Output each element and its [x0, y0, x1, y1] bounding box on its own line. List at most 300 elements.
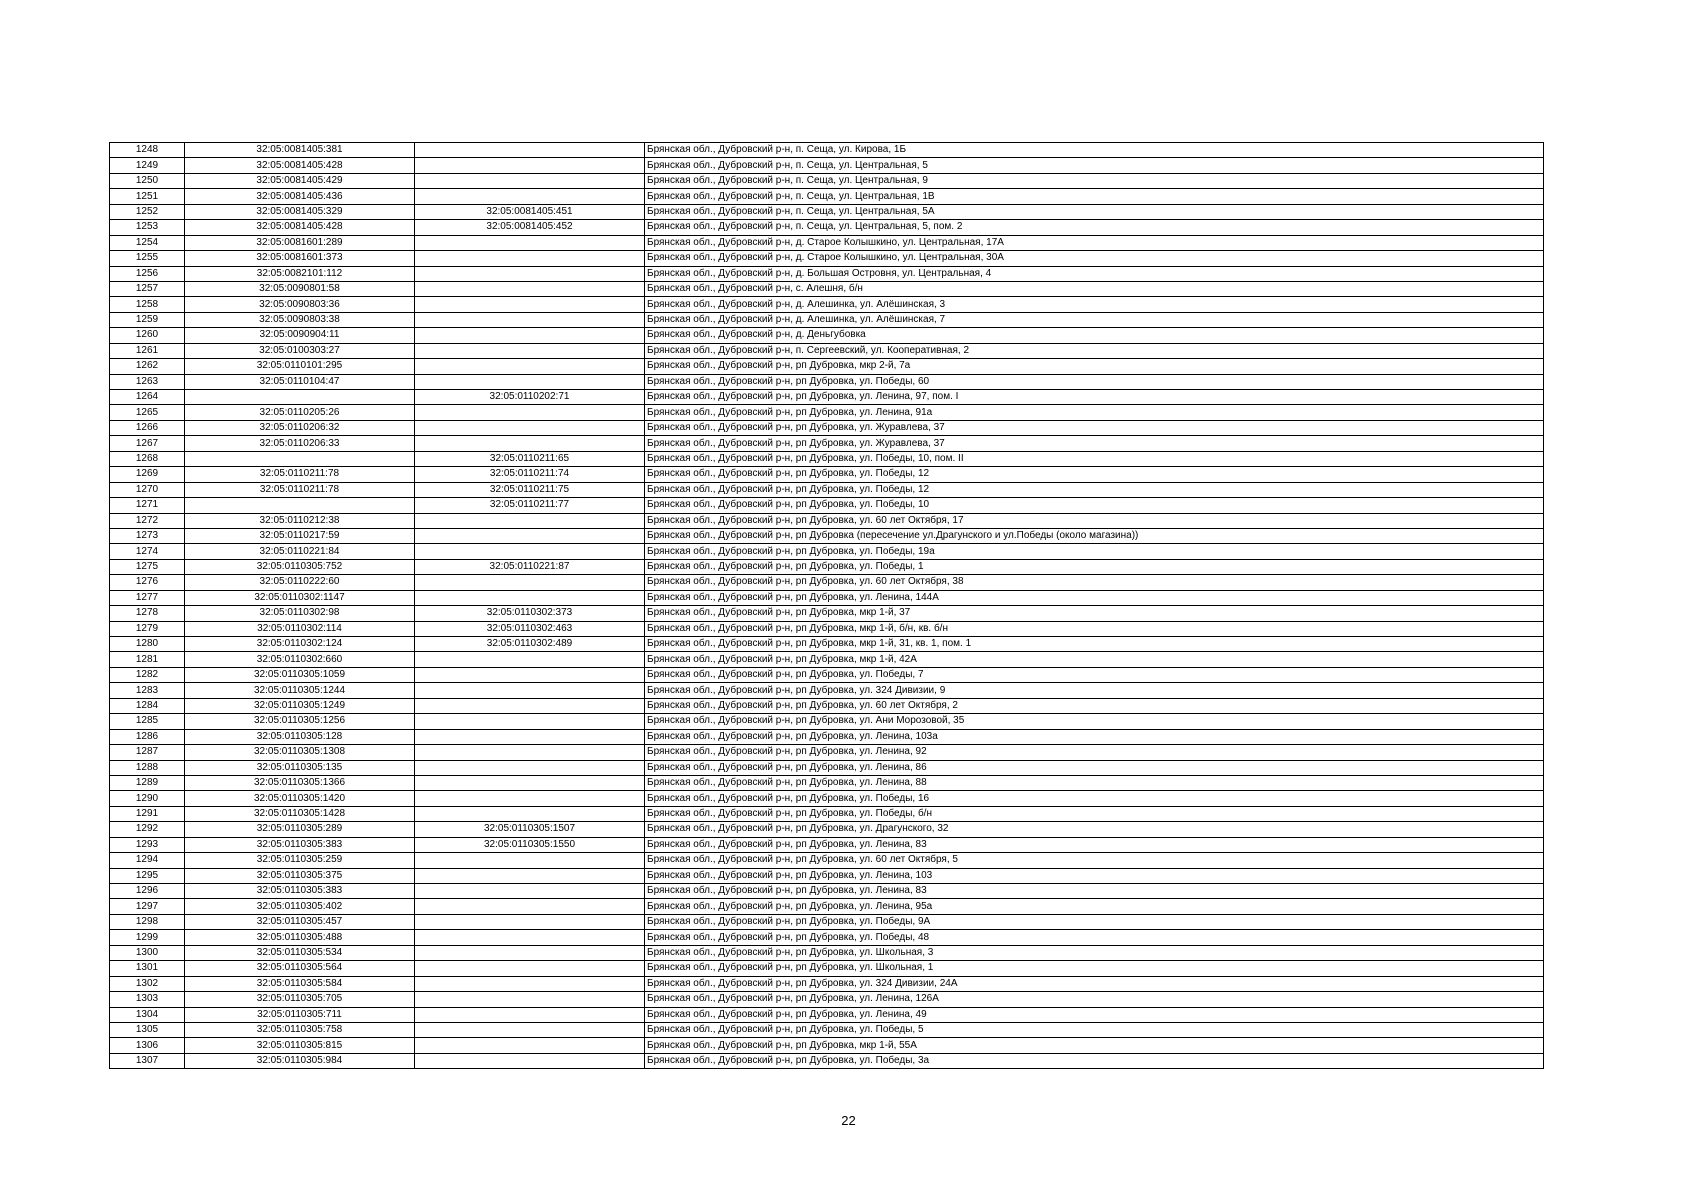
row-number-cell: 1277: [110, 590, 185, 605]
address-cell: Брянская обл., Дубровский р-н, рп Дубровка, мкр 1-й, 55А: [645, 1038, 1544, 1053]
related-cadastral-number-cell: [415, 1007, 645, 1022]
address-cell: Брянская обл., Дубровский р-н, п. Сеща, ул. Центральная, 5, пом. 2: [645, 220, 1544, 235]
table-row: [110, 914, 1544, 929]
table-row: [110, 945, 1544, 960]
row-number-cell: 1261: [110, 343, 185, 358]
cadastral-number-cell: 32:05:0110211:78: [185, 482, 415, 497]
address-cell: Брянская обл., Дубровский р-н, рп Дубровка, ул. 60 лет Октября, 17: [645, 513, 1544, 528]
row-number-cell: 1303: [110, 992, 185, 1007]
row-number-cell: 1265: [110, 405, 185, 420]
cadastral-number-cell: 32:05:0110302:660: [185, 652, 415, 667]
related-cadastral-number-cell: [415, 868, 645, 883]
row-number-cell: 1273: [110, 528, 185, 543]
address-cell: Брянская обл., Дубровский р-н, д. Алешинка, ул. Алёшинская, 7: [645, 312, 1544, 327]
row-number-cell: 1263: [110, 374, 185, 389]
table-row: [110, 992, 1544, 1007]
address-cell: Брянская обл., Дубровский р-н, рп Дубровка, ул. Ленина, 91а: [645, 405, 1544, 420]
cadastral-number-cell: 32:05:0110221:84: [185, 544, 415, 559]
row-number-cell: 1267: [110, 436, 185, 451]
related-cadastral-number-cell: [415, 714, 645, 729]
row-number-cell: 1288: [110, 760, 185, 775]
address-cell: Брянская обл., Дубровский р-н, рп Дубровка, ул. Победы, 60: [645, 374, 1544, 389]
table-row: [110, 621, 1544, 636]
address-cell: Брянская обл., Дубровский р-н, рп Дубровка, ул. Ленина, 97, пом. I: [645, 390, 1544, 405]
row-number-cell: 1259: [110, 312, 185, 327]
row-number-cell: 1292: [110, 822, 185, 837]
table-row: [110, 884, 1544, 899]
cadastral-number-cell: 32:05:0110205:26: [185, 405, 415, 420]
cadastral-number-cell: 32:05:0110302:124: [185, 637, 415, 652]
row-number-cell: 1256: [110, 266, 185, 281]
related-cadastral-number-cell: 32:05:0110302:463: [415, 621, 645, 636]
related-cadastral-number-cell: [415, 173, 645, 188]
table-row: [110, 281, 1544, 296]
cadastral-number-cell: 32:05:0110212:38: [185, 513, 415, 528]
table-row: [110, 853, 1544, 868]
table-row: [110, 528, 1544, 543]
related-cadastral-number-cell: [415, 374, 645, 389]
cadastral-number-cell: 32:05:0081405:436: [185, 189, 415, 204]
related-cadastral-number-cell: 32:05:0110211:77: [415, 498, 645, 513]
cadastral-number-cell: 32:05:0110305:705: [185, 992, 415, 1007]
address-cell: Брянская обл., Дубровский р-н, рп Дубровка, ул. Ленина, 103а: [645, 729, 1544, 744]
table-row: [110, 683, 1544, 698]
related-cadastral-number-cell: [415, 945, 645, 960]
related-cadastral-number-cell: [415, 961, 645, 976]
cadastral-number-cell: 32:05:0110305:402: [185, 899, 415, 914]
row-number-cell: 1300: [110, 945, 185, 960]
cadastral-number-cell: 32:05:0110222:60: [185, 575, 415, 590]
row-number-cell: 1286: [110, 729, 185, 744]
table-row: [110, 837, 1544, 852]
row-number-cell: 1251: [110, 189, 185, 204]
cadastral-number-cell: 32:05:0110305:815: [185, 1038, 415, 1053]
address-cell: Брянская обл., Дубровский р-н, рп Дубровка (пересечение ул.Драгунского и ул.Победы (около магазина)): [645, 528, 1544, 543]
address-cell: Брянская обл., Дубровский р-н, рп Дубровка, ул. Журавлева, 37: [645, 436, 1544, 451]
address-cell: Брянская обл., Дубровский р-н, рп Дубровка, ул. Школьная, 3: [645, 945, 1544, 960]
table-row: [110, 930, 1544, 945]
row-number-cell: 1293: [110, 837, 185, 852]
related-cadastral-number-cell: [415, 143, 645, 158]
address-cell: Брянская обл., Дубровский р-н, п. Сергеевский, ул. Кооперативная, 2: [645, 343, 1544, 358]
address-cell: Брянская обл., Дубровский р-н, д. Старое Колышкино, ул. Центральная, 30А: [645, 251, 1544, 266]
related-cadastral-number-cell: [415, 806, 645, 821]
row-number-cell: 1296: [110, 884, 185, 899]
table-row: [110, 1038, 1544, 1053]
table-row: [110, 498, 1544, 513]
address-cell: Брянская обл., Дубровский р-н, рп Дубровка, ул. Победы, 5: [645, 1022, 1544, 1037]
address-cell: Брянская обл., Дубровский р-н, рп Дубровка, ул. Ленина, 103: [645, 868, 1544, 883]
address-cell: Брянская обл., Дубровский р-н, п. Сеща, ул. Центральная, 1В: [645, 189, 1544, 204]
cadastral-number-cell: 32:05:0110305:984: [185, 1053, 415, 1068]
related-cadastral-number-cell: [415, 312, 645, 327]
cadastral-number-cell: 32:05:0081405:329: [185, 204, 415, 219]
related-cadastral-number-cell: [415, 575, 645, 590]
related-cadastral-number-cell: [415, 1053, 645, 1068]
address-cell: Брянская обл., Дубровский р-н, рп Дубровка, ул. Победы, 10, пом. II: [645, 451, 1544, 466]
related-cadastral-number-cell: [415, 791, 645, 806]
address-cell: Брянская обл., Дубровский р-н, рп Дубровка, ул. Победы, 16: [645, 791, 1544, 806]
table-row: [110, 652, 1544, 667]
table-row: [110, 297, 1544, 312]
related-cadastral-number-cell: 32:05:0081405:451: [415, 204, 645, 219]
related-cadastral-number-cell: [415, 235, 645, 250]
table-row: [110, 606, 1544, 621]
table-row: [110, 791, 1544, 806]
table-row: [110, 220, 1544, 235]
row-number-cell: 1289: [110, 775, 185, 790]
related-cadastral-number-cell: [415, 359, 645, 374]
table-row: [110, 343, 1544, 358]
address-cell: Брянская обл., Дубровский р-н, с. Алешня, б/н: [645, 281, 1544, 296]
table-row: [110, 1053, 1544, 1068]
row-number-cell: 1278: [110, 606, 185, 621]
table-row: [110, 482, 1544, 497]
related-cadastral-number-cell: [415, 189, 645, 204]
address-cell: Брянская обл., Дубровский р-н, д. Алешинка, ул. Алёшинская, 3: [645, 297, 1544, 312]
address-cell: Брянская обл., Дубровский р-н, рп Дубровка, ул. 60 лет Октября, 2: [645, 698, 1544, 713]
table-row: [110, 822, 1544, 837]
row-number-cell: 1297: [110, 899, 185, 914]
cadastral-number-cell: 32:05:0082101:112: [185, 266, 415, 281]
related-cadastral-number-cell: [415, 420, 645, 435]
related-cadastral-number-cell: [415, 158, 645, 173]
row-number-cell: 1249: [110, 158, 185, 173]
address-cell: Брянская обл., Дубровский р-н, рп Дубровка, ул. Победы, 7: [645, 667, 1544, 682]
address-cell: Брянская обл., Дубровский р-н, п. Сеща, ул. Центральная, 5А: [645, 204, 1544, 219]
related-cadastral-number-cell: [415, 760, 645, 775]
address-cell: Брянская обл., Дубровский р-н, д. Большая Островня, ул. Центральная, 4: [645, 266, 1544, 281]
row-number-cell: 1290: [110, 791, 185, 806]
row-number-cell: 1270: [110, 482, 185, 497]
related-cadastral-number-cell: [415, 992, 645, 1007]
cadastral-number-cell: 32:05:0081405:428: [185, 158, 415, 173]
row-number-cell: 1301: [110, 961, 185, 976]
address-cell: Брянская обл., Дубровский р-н, рп Дубровка, ул. Журавлева, 37: [645, 420, 1544, 435]
related-cadastral-number-cell: 32:05:0110211:65: [415, 451, 645, 466]
related-cadastral-number-cell: 32:05:0110302:489: [415, 637, 645, 652]
row-number-cell: 1291: [110, 806, 185, 821]
address-cell: Брянская обл., Дубровский р-н, рп Дубровка, ул. Победы, 3а: [645, 1053, 1544, 1068]
address-cell: Брянская обл., Дубровский р-н, рп Дубровка, ул. Ленина, 92: [645, 745, 1544, 760]
row-number-cell: 1295: [110, 868, 185, 883]
cadastral-number-cell: 32:05:0110305:564: [185, 961, 415, 976]
row-number-cell: 1280: [110, 637, 185, 652]
cadastral-number-cell: 32:05:0081405:381: [185, 143, 415, 158]
table-row: [110, 189, 1544, 204]
row-number-cell: 1305: [110, 1022, 185, 1037]
table-row: [110, 868, 1544, 883]
table-row: [110, 806, 1544, 821]
table-row: [110, 204, 1544, 219]
table-row: [110, 235, 1544, 250]
address-cell: Брянская обл., Дубровский р-н, п. Сеща, ул. Центральная, 5: [645, 158, 1544, 173]
table-row: [110, 328, 1544, 343]
address-cell: Брянская обл., Дубровский р-н, рп Дубровка, ул. Ани Морозовой, 35: [645, 714, 1544, 729]
address-cell: Брянская обл., Дубровский р-н, рп Дубровка, ул. Победы, 1: [645, 559, 1544, 574]
address-cell: Брянская обл., Дубровский р-н, рп Дубровка, ул. Школьная, 1: [645, 961, 1544, 976]
table-row: [110, 251, 1544, 266]
related-cadastral-number-cell: 32:05:0110202:71: [415, 390, 645, 405]
related-cadastral-number-cell: [415, 652, 645, 667]
row-number-cell: 1262: [110, 359, 185, 374]
cadastral-number-cell: [185, 390, 415, 405]
address-cell: Брянская обл., Дубровский р-н, п. Сеща, ул. Кирова, 1Б: [645, 143, 1544, 158]
related-cadastral-number-cell: [415, 667, 645, 682]
cadastral-number-cell: 32:05:0110305:1244: [185, 683, 415, 698]
related-cadastral-number-cell: [415, 436, 645, 451]
property-table-body: [110, 143, 1544, 1069]
table-row: [110, 714, 1544, 729]
address-cell: Брянская обл., Дубровский р-н, рп Дубровка, ул. 60 лет Октября, 5: [645, 853, 1544, 868]
address-cell: Брянская обл., Дубровский р-н, д. Старое Колышкино, ул. Центральная, 17А: [645, 235, 1544, 250]
cadastral-number-cell: 32:05:0110101:295: [185, 359, 415, 374]
cadastral-number-cell: 32:05:0110305:1428: [185, 806, 415, 821]
cadastral-number-cell: 32:05:0110305:1059: [185, 667, 415, 682]
table-row: [110, 143, 1544, 158]
row-number-cell: 1253: [110, 220, 185, 235]
table-row: [110, 775, 1544, 790]
cadastral-number-cell: 32:05:0110305:289: [185, 822, 415, 837]
address-cell: Брянская обл., Дубровский р-н, д. Деньгубовка: [645, 328, 1544, 343]
table-row: [110, 729, 1544, 744]
address-cell: Брянская обл., Дубровский р-н, рп Дубровка, мкр 1-й, 31, кв. 1, пом. 1: [645, 637, 1544, 652]
cadastral-number-cell: 32:05:0110305:457: [185, 914, 415, 929]
related-cadastral-number-cell: 32:05:0110211:75: [415, 482, 645, 497]
cadastral-number-cell: 32:05:0090904:11: [185, 328, 415, 343]
related-cadastral-number-cell: [415, 976, 645, 991]
related-cadastral-number-cell: [415, 590, 645, 605]
cadastral-number-cell: 32:05:0090801:58: [185, 281, 415, 296]
address-cell: Брянская обл., Дубровский р-н, рп Дубровка, мкр 1-й, 37: [645, 606, 1544, 621]
address-cell: Брянская обл., Дубровский р-н, рп Дубровка, ул. Ленина, 49: [645, 1007, 1544, 1022]
cadastral-number-cell: 32:05:0081601:373: [185, 251, 415, 266]
row-number-cell: 1266: [110, 420, 185, 435]
cadastral-number-cell: [185, 451, 415, 466]
related-cadastral-number-cell: [415, 775, 645, 790]
address-cell: Брянская обл., Дубровский р-н, рп Дубровка, ул. Ленина, 126А: [645, 992, 1544, 1007]
cadastral-number-cell: 32:05:0090803:36: [185, 297, 415, 312]
cadastral-number-cell: 32:05:0110305:584: [185, 976, 415, 991]
related-cadastral-number-cell: [415, 899, 645, 914]
cadastral-number-cell: 32:05:0110217:59: [185, 528, 415, 543]
table-row: [110, 513, 1544, 528]
cadastral-number-cell: 32:05:0110305:383: [185, 884, 415, 899]
related-cadastral-number-cell: [415, 729, 645, 744]
cadastral-number-cell: 32:05:0110302:114: [185, 621, 415, 636]
address-cell: Брянская обл., Дубровский р-н, рп Дубровка, ул. Ленина, 83: [645, 884, 1544, 899]
cadastral-number-cell: 32:05:0110302:98: [185, 606, 415, 621]
row-number-cell: 1307: [110, 1053, 185, 1068]
related-cadastral-number-cell: 32:05:0081405:452: [415, 220, 645, 235]
related-cadastral-number-cell: [415, 1022, 645, 1037]
table-row: [110, 745, 1544, 760]
table-row: [110, 961, 1544, 976]
related-cadastral-number-cell: [415, 266, 645, 281]
address-cell: Брянская обл., Дубровский р-н, рп Дубровка, ул. Победы, 12: [645, 482, 1544, 497]
property-table: [109, 142, 1544, 1069]
row-number-cell: 1282: [110, 667, 185, 682]
related-cadastral-number-cell: [415, 343, 645, 358]
related-cadastral-number-cell: [415, 884, 645, 899]
row-number-cell: 1275: [110, 559, 185, 574]
related-cadastral-number-cell: 32:05:0110305:1507: [415, 822, 645, 837]
related-cadastral-number-cell: 32:05:0110221:87: [415, 559, 645, 574]
address-cell: Брянская обл., Дубровский р-н, рп Дубровка, ул. Ленина, 83: [645, 837, 1544, 852]
cadastral-number-cell: 32:05:0110305:383: [185, 837, 415, 852]
table-row: [110, 173, 1544, 188]
cadastral-number-cell: 32:05:0081405:429: [185, 173, 415, 188]
related-cadastral-number-cell: [415, 297, 645, 312]
address-cell: Брянская обл., Дубровский р-н, рп Дубровка, ул. Победы, б/н: [645, 806, 1544, 821]
row-number-cell: 1250: [110, 173, 185, 188]
related-cadastral-number-cell: [415, 1038, 645, 1053]
cadastral-number-cell: 32:05:0110305:135: [185, 760, 415, 775]
cadastral-number-cell: 32:05:0081601:289: [185, 235, 415, 250]
row-number-cell: 1264: [110, 390, 185, 405]
row-number-cell: 1298: [110, 914, 185, 929]
cadastral-number-cell: 32:05:0110206:32: [185, 420, 415, 435]
table-row: [110, 436, 1544, 451]
address-cell: Брянская обл., Дубровский р-н, рп Дубровка, ул. Победы, 12: [645, 467, 1544, 482]
table-row: [110, 976, 1544, 991]
cadastral-number-cell: 32:05:0110305:488: [185, 930, 415, 945]
row-number-cell: 1284: [110, 698, 185, 713]
related-cadastral-number-cell: [415, 698, 645, 713]
address-cell: Брянская обл., Дубровский р-н, рп Дубровка, мкр 2-й, 7а: [645, 359, 1544, 374]
table-row: [110, 899, 1544, 914]
cadastral-number-cell: 32:05:0110104:47: [185, 374, 415, 389]
address-cell: Брянская обл., Дубровский р-н, рп Дубровка, ул. Победы, 19а: [645, 544, 1544, 559]
related-cadastral-number-cell: [415, 513, 645, 528]
table-row: [110, 390, 1544, 405]
table-row: [110, 451, 1544, 466]
address-cell: Брянская обл., Дубровский р-н, рп Дубровка, мкр 1-й, 42А: [645, 652, 1544, 667]
table-row: [110, 1007, 1544, 1022]
cadastral-number-cell: 32:05:0110302:1147: [185, 590, 415, 605]
row-number-cell: 1248: [110, 143, 185, 158]
table-row: [110, 559, 1544, 574]
cadastral-number-cell: 32:05:0110206:33: [185, 436, 415, 451]
related-cadastral-number-cell: [415, 544, 645, 559]
page-number: 22: [841, 1113, 856, 1128]
cadastral-number-cell: 32:05:0110305:1256: [185, 714, 415, 729]
address-cell: Брянская обл., Дубровский р-н, рп Дубровка, ул. Ленина, 95а: [645, 899, 1544, 914]
cadastral-number-cell: [185, 498, 415, 513]
table-row: [110, 575, 1544, 590]
table-row: [110, 467, 1544, 482]
related-cadastral-number-cell: [415, 745, 645, 760]
row-number-cell: 1260: [110, 328, 185, 343]
address-cell: Брянская обл., Дубровский р-н, рп Дубровка, ул. Драгунского, 32: [645, 822, 1544, 837]
cadastral-number-cell: 32:05:0110305:1420: [185, 791, 415, 806]
row-number-cell: 1287: [110, 745, 185, 760]
row-number-cell: 1271: [110, 498, 185, 513]
table-row: [110, 158, 1544, 173]
cadastral-number-cell: 32:05:0110305:752: [185, 559, 415, 574]
row-number-cell: 1304: [110, 1007, 185, 1022]
row-number-cell: 1279: [110, 621, 185, 636]
row-number-cell: 1254: [110, 235, 185, 250]
table-row: [110, 359, 1544, 374]
table-row: [110, 698, 1544, 713]
cadastral-number-cell: 32:05:0110305:1308: [185, 745, 415, 760]
cadastral-number-cell: 32:05:0090803:38: [185, 312, 415, 327]
row-number-cell: 1281: [110, 652, 185, 667]
table-row: [110, 590, 1544, 605]
address-cell: Брянская обл., Дубровский р-н, рп Дубровка, ул. Победы, 10: [645, 498, 1544, 513]
related-cadastral-number-cell: 32:05:0110211:74: [415, 467, 645, 482]
related-cadastral-number-cell: [415, 528, 645, 543]
table-row: [110, 760, 1544, 775]
related-cadastral-number-cell: [415, 930, 645, 945]
cadastral-number-cell: 32:05:0110305:259: [185, 853, 415, 868]
row-number-cell: 1269: [110, 467, 185, 482]
cadastral-number-cell: 32:05:0110305:128: [185, 729, 415, 744]
related-cadastral-number-cell: [415, 853, 645, 868]
row-number-cell: 1306: [110, 1038, 185, 1053]
related-cadastral-number-cell: [415, 328, 645, 343]
related-cadastral-number-cell: [415, 683, 645, 698]
row-number-cell: 1276: [110, 575, 185, 590]
table-row: [110, 637, 1544, 652]
table-row: [110, 667, 1544, 682]
related-cadastral-number-cell: [415, 914, 645, 929]
cadastral-number-cell: 32:05:0110305:758: [185, 1022, 415, 1037]
related-cadastral-number-cell: [415, 405, 645, 420]
address-cell: Брянская обл., Дубровский р-н, рп Дубровка, ул. Победы, 48: [645, 930, 1544, 945]
address-cell: Брянская обл., Дубровский р-н, рп Дубровка, ул. Ленина, 144А: [645, 590, 1544, 605]
related-cadastral-number-cell: 32:05:0110305:1550: [415, 837, 645, 852]
table-row: [110, 374, 1544, 389]
row-number-cell: 1252: [110, 204, 185, 219]
table-row: [110, 420, 1544, 435]
address-cell: Брянская обл., Дубровский р-н, рп Дубровка, ул. 324 Дивизии, 9: [645, 683, 1544, 698]
row-number-cell: 1274: [110, 544, 185, 559]
address-cell: Брянская обл., Дубровский р-н, рп Дубровка, ул. Ленина, 86: [645, 760, 1544, 775]
row-number-cell: 1257: [110, 281, 185, 296]
cadastral-number-cell: 32:05:0110305:375: [185, 868, 415, 883]
address-cell: Брянская обл., Дубровский р-н, рп Дубровка, ул. Победы, 9А: [645, 914, 1544, 929]
table-row: [110, 312, 1544, 327]
related-cadastral-number-cell: [415, 281, 645, 296]
row-number-cell: 1258: [110, 297, 185, 312]
row-number-cell: 1294: [110, 853, 185, 868]
cadastral-number-cell: 32:05:0110211:78: [185, 467, 415, 482]
cadastral-number-cell: 32:05:0100303:27: [185, 343, 415, 358]
address-cell: Брянская обл., Дубровский р-н, рп Дубровка, ул. Ленина, 88: [645, 775, 1544, 790]
row-number-cell: 1283: [110, 683, 185, 698]
cadastral-number-cell: 32:05:0110305:1366: [185, 775, 415, 790]
related-cadastral-number-cell: [415, 251, 645, 266]
cadastral-number-cell: 32:05:0110305:711: [185, 1007, 415, 1022]
table-row: [110, 405, 1544, 420]
address-cell: Брянская обл., Дубровский р-н, рп Дубровка, ул. 324 Дивизии, 24А: [645, 976, 1544, 991]
address-cell: Брянская обл., Дубровский р-н, п. Сеща, ул. Центральная, 9: [645, 173, 1544, 188]
row-number-cell: 1255: [110, 251, 185, 266]
address-cell: Брянская обл., Дубровский р-н, рп Дубровка, мкр 1-й, б/н, кв. б/н: [645, 621, 1544, 636]
row-number-cell: 1268: [110, 451, 185, 466]
related-cadastral-number-cell: 32:05:0110302:373: [415, 606, 645, 621]
row-number-cell: 1302: [110, 976, 185, 991]
table-row: [110, 266, 1544, 281]
cadastral-number-cell: 32:05:0110305:1249: [185, 698, 415, 713]
table-row: [110, 544, 1544, 559]
row-number-cell: 1299: [110, 930, 185, 945]
cadastral-number-cell: 32:05:0081405:428: [185, 220, 415, 235]
address-cell: Брянская обл., Дубровский р-н, рп Дубровка, ул. 60 лет Октября, 38: [645, 575, 1544, 590]
row-number-cell: 1285: [110, 714, 185, 729]
